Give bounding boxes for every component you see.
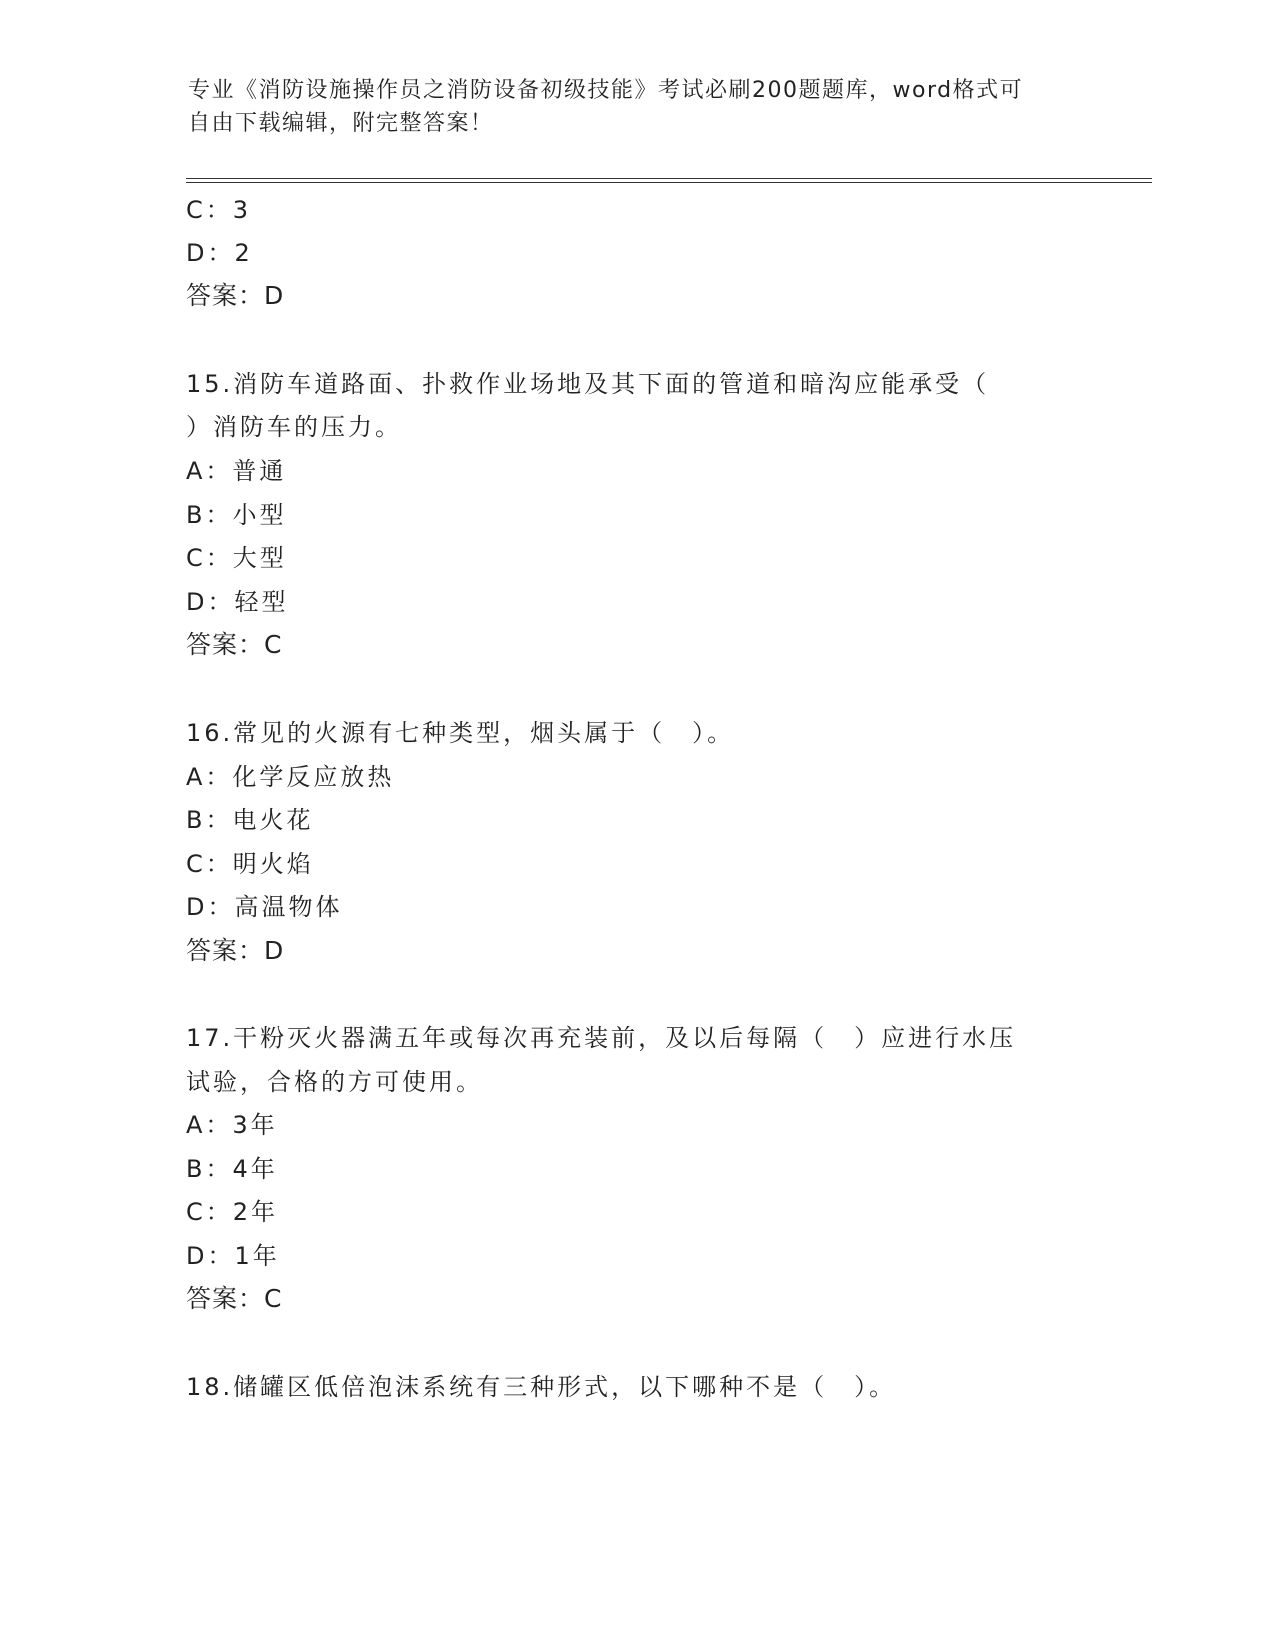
question-17-option-b: B：4年	[186, 1155, 278, 1183]
document-header	[188, 74, 1088, 140]
question-15-answer: 答案：C	[186, 630, 283, 659]
question-16-answer: 答案：D	[186, 936, 285, 965]
question-17-option-d: D：1年	[186, 1242, 280, 1270]
question-16-option-b: B：电火花	[186, 806, 314, 834]
question-16-option-d: D：高温物体	[186, 893, 343, 921]
answer-line: 答案：D	[186, 281, 285, 310]
question-15-option-d: D：轻型	[186, 588, 289, 616]
question-16-option-c: C：明火焰	[186, 850, 314, 878]
header-line-2: 自由下载编辑，附完整答案！	[188, 111, 494, 136]
question-15-stem: 15.消防车道路面、扑救作业场地及其下面的管道和暗沟应能承受（	[186, 370, 990, 398]
question-16-option-a: A：化学反应放热	[186, 763, 395, 791]
question-15-stem-cont: ）消防车的压力。	[186, 413, 402, 441]
question-17-stem: 17.干粉灭火器满五年或每次再充装前，及以后每隔（ ）应进行水压	[186, 1024, 1017, 1052]
header-line-1: 专业《消防设施操作员之消防设备初级技能》考试必刷200题题库，word格式可	[188, 78, 1024, 103]
header-divider-bottom	[186, 182, 1152, 183]
question-15-option-a: A：普通	[186, 457, 287, 485]
question-17-stem-cont: 试验，合格的方可使用。	[186, 1068, 483, 1096]
question-15-option-c: C：大型	[186, 544, 287, 572]
question-15-option-b: B：小型	[186, 501, 287, 529]
question-18-stem: 18.储罐区低倍泡沫系统有三种形式，以下哪种不是（ ）。	[186, 1373, 897, 1401]
question-17-option-a: A：3年	[186, 1111, 278, 1139]
option-c: C：3	[186, 196, 252, 224]
question-17-option-c: C：2年	[186, 1198, 279, 1226]
question-16-stem: 16.常见的火源有七种类型，烟头属于（ ）。	[186, 719, 735, 747]
question-17-answer: 答案：C	[186, 1284, 283, 1313]
header-divider-top	[186, 178, 1152, 179]
option-d: D：2	[186, 239, 253, 267]
